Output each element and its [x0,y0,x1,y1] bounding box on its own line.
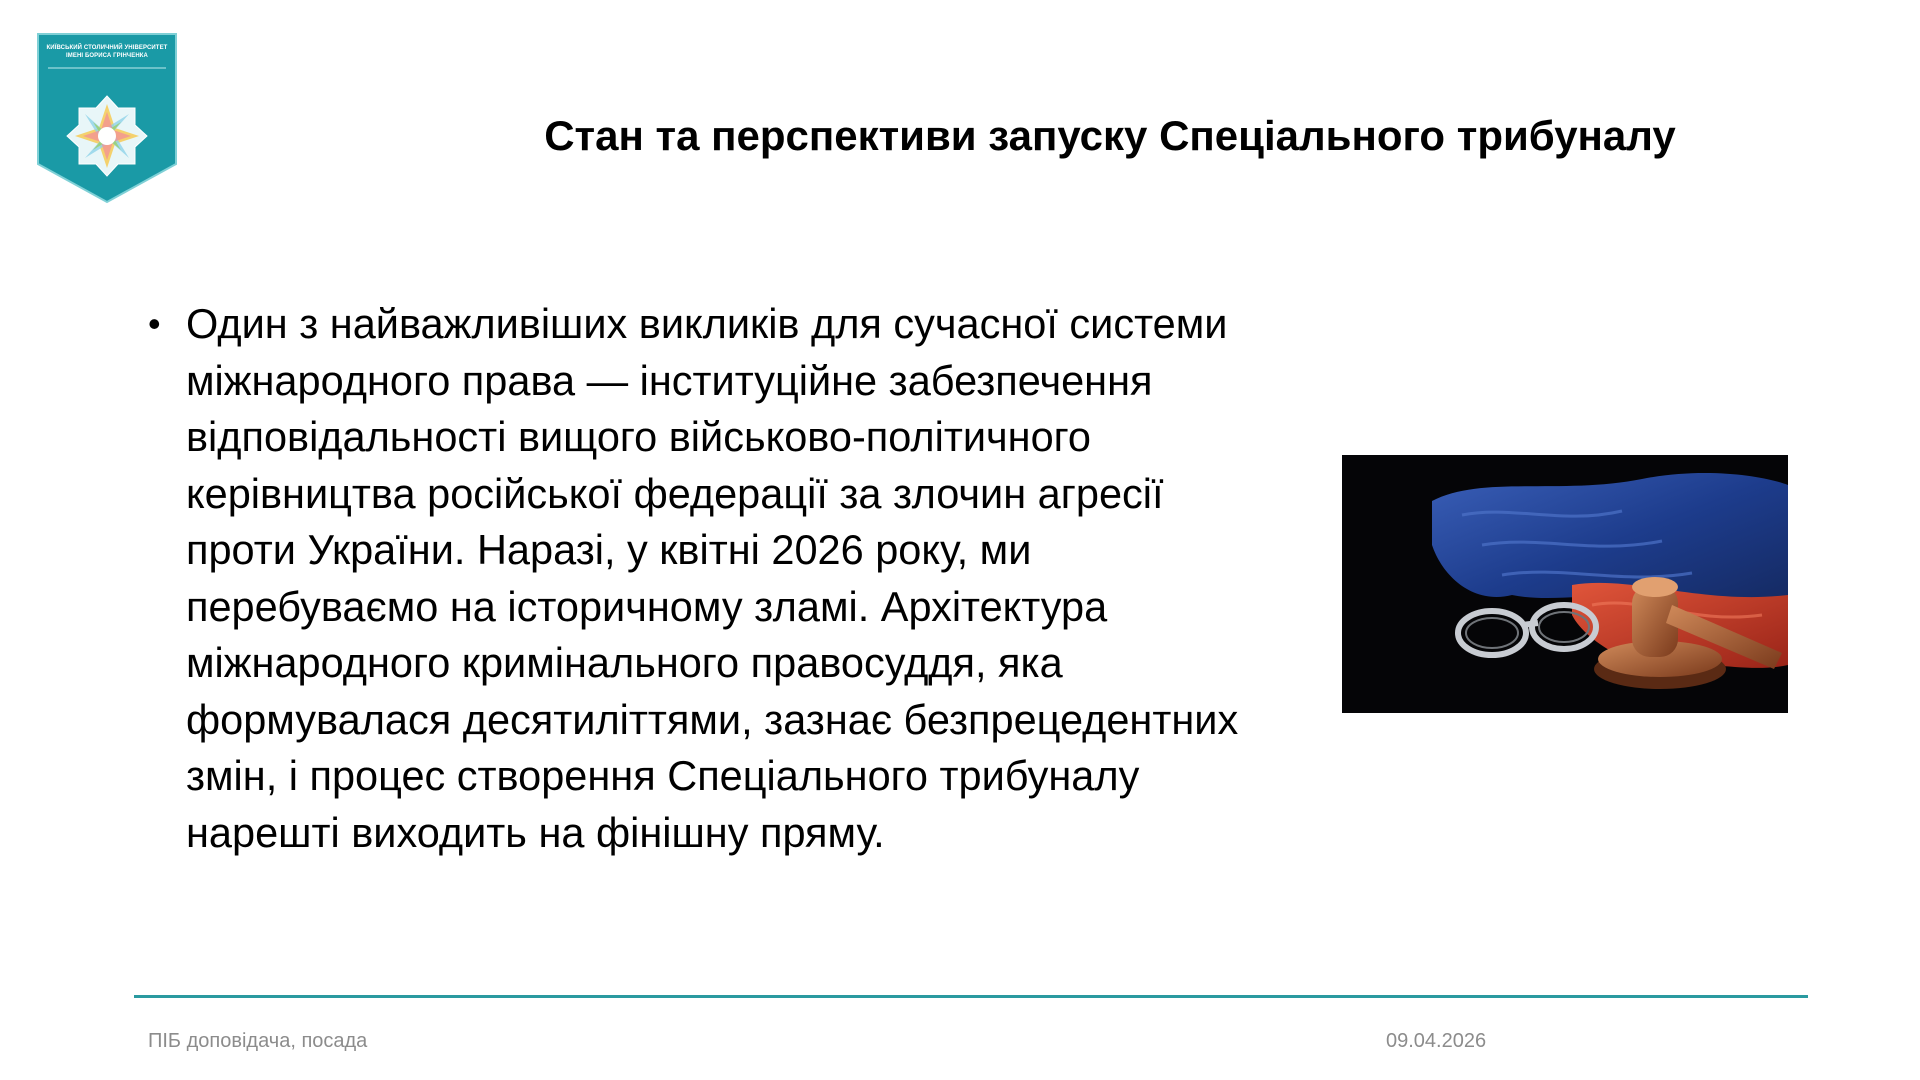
footer-presenter: ПІБ доповідача, посада [148,1030,368,1052]
logo-caption-line2: ІМЕНІ БОРИСА ГРІНЧЕНКА [66,53,148,59]
slide-title: Стан та перспективи запуску Спеціального трибуналу [544,112,1676,159]
logo-caption [44,44,170,60]
bullet-text: Один з найважливіших викликів для сучасної системи міжнародного права — інституційне забезпечення відповідальності вищого військово-політичного керівництва російської федерації за злочин агресії проти України. Наразі, у квітні 2026 року, ми перебуваємо на історичному зламі. Архітектура міжнародного кримінального правосуддя, яка формувалася десятиліттями, зазнає безпрецедентних змін, і процес створення Спеціального трибуналу нарешті виходить на фінішну пряму. [186,300,1239,856]
footer-date: 09.04.2026 [1386,1030,1487,1052]
flag-handcuffs-gavel-photo-icon [1342,455,1788,713]
slide-body [148,296,1258,861]
logo-caption-line1: КИЇВСЬКИЙ СТОЛИЧНИЙ УНІВЕРСИТЕТ [46,45,168,51]
bullet-marker: • [148,303,161,344]
bullet-item [148,296,1258,861]
footer-divider [134,995,1808,998]
slide-photo [1342,455,1788,713]
university-logo [36,32,178,204]
